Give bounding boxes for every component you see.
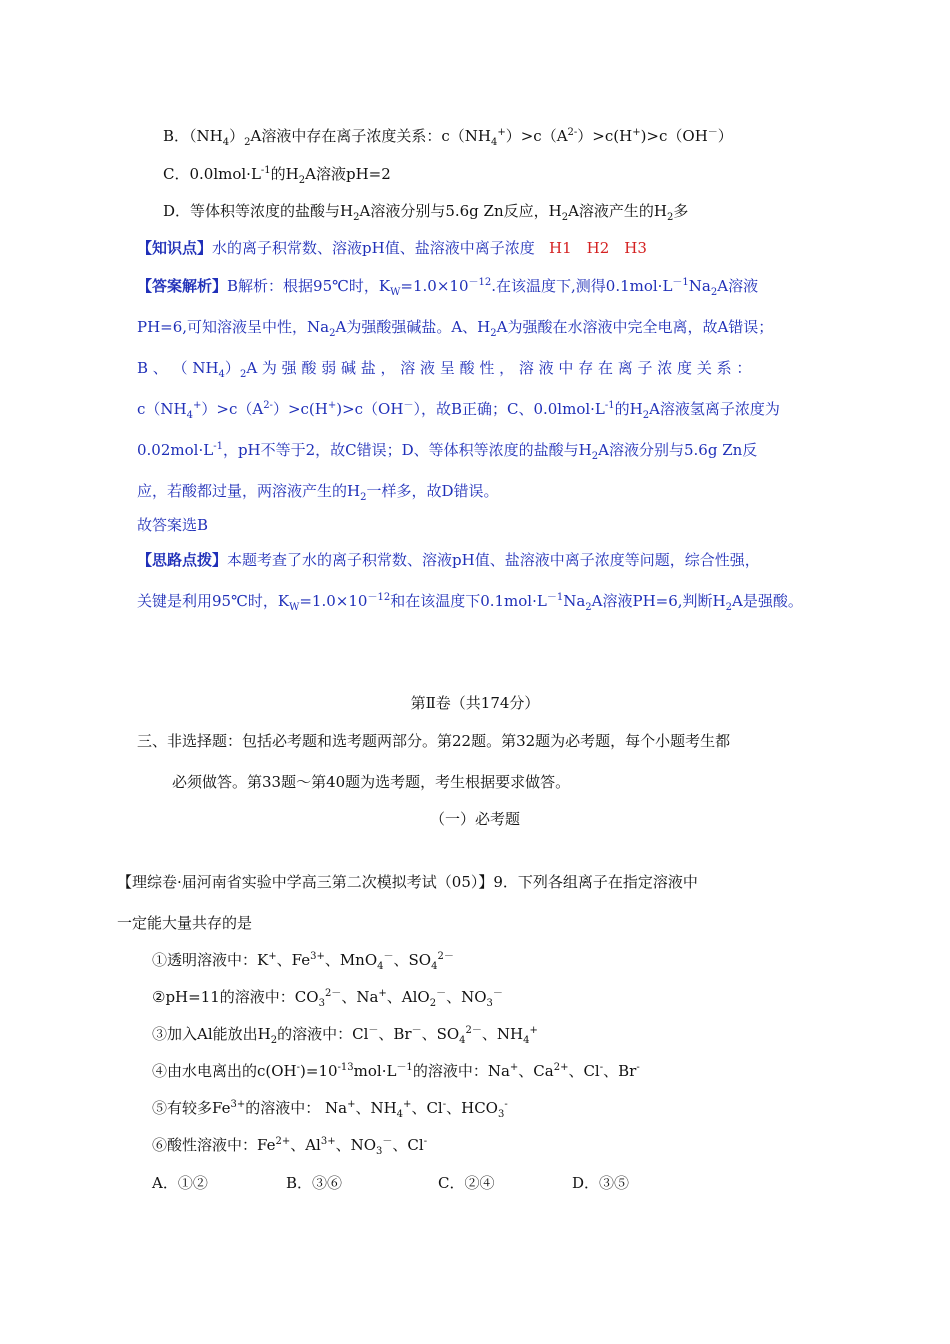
question-header-cont: 一定能大量共存的是 [117, 914, 253, 932]
question-item-2: ②pH=11的溶液中：$CO_3^{2-}$、Na+、AlO$_2$－、$NO_3^-$ [152, 988, 503, 1009]
hint-label: 【思路点拨】 [137, 551, 228, 569]
knowledge-text: 水的离子积常数、溶液pH值、盐溶液中离子浓度 [212, 239, 535, 257]
knowledge-codes: H1 H2 H3 [549, 239, 647, 257]
question-item-4: ④由水电离出的$c(OH^-)=10^{-13}mol\cdot L^{-1}$的溶液中：Na+、$Ca^{2+}$、Cl-、Br- [152, 1062, 640, 1080]
analysis-line-2: PH=6,可知溶液呈中性，$Na_2A$为强酸强碱盐。A、$H_2A$为强酸在水溶液中完全电离，故A错误； [137, 318, 774, 339]
hint-line-1: 【思路点拨】本题考查了水的离子积常数、溶液pH值、盐溶液中离子浓度等问题，综合性强， [137, 551, 760, 569]
answer-options [152, 1173, 629, 1193]
question-header: 【理综卷·届河南省实验中学高三第二次模拟考试（05）】9．下列各组离子在指定溶液中 [117, 873, 698, 891]
section-title: 第Ⅱ卷（共174分） [410, 694, 540, 712]
option-a-choice: A．①② [152, 1174, 208, 1192]
question-item-1: ①透明溶液中：K+、$Fe^{3+}$、MnO$_4$－、$SO_4^{2-}$ [152, 951, 454, 972]
option-d-choice: D．③⑤ [572, 1174, 630, 1192]
analysis-label: 【答案解析】 [137, 277, 228, 295]
answer-line: 故答案选B [137, 516, 209, 534]
analysis-line-4: $c(NH_4^+)>c(A^{2-})>c(H^+)>c(OH^-)$，故B正确；C、$0.0lmol\cdot L^{-1}$的$H_2A$溶液氢离子浓度为 [137, 400, 780, 421]
option-c-choice: C．②④ [438, 1174, 495, 1192]
question-item-5: ⑤有较多$Fe^{3+}$的溶液中： Na+、$NH_4^+$、Cl-、$HCO_3^-$ [152, 1099, 508, 1120]
option-b: B．$(NH_4)_2A$溶液中存在离子浓度关系：$c(NH_4^+)>c(A^{2-})>c(H^+)>c(OH^-)$ [163, 127, 733, 148]
option-c: C．$0.0lmol\cdot L^{-1}$的$H_2A$溶液pH=2 [163, 165, 391, 186]
question-item-6: ⑥酸性溶液中：$Fe^{2+}$、$Al^{3+}$、$NO_3^-$、Cl- [152, 1136, 428, 1157]
analysis-line-1: 【答案解析】B解析：根据95℃时，$K_W=1.0\times 10^{-12}$.在该温度下,测得$0.1mol\cdot L^{-1}Na_2A$溶液 [137, 277, 759, 298]
knowledge-label: 【知识点】 [137, 239, 213, 257]
section-subtitle: （一）必考题 [429, 810, 520, 828]
hint-line-2: 关键是利用95℃时，$K_W=1.0\times 10^{-12}$和在该温度下$0.1mol\cdot L^{-1}Na_2A$溶液PH=6,判断$H_2A$是强酸。 [137, 592, 803, 613]
analysis-line-5: $0.02mol\cdot L^{-1}$，pH不等于2，故C错误；D、等体积等浓度的盐酸与$H_2A$溶液分别与5.6g Zn反 [137, 441, 758, 462]
section-instructions-2: 必须做答。第33题～第40题为选考题，考生根据要求做答。 [172, 773, 571, 791]
analysis-line-3: B 、 （ $NH_4)_2A$ 为 强 酸 弱 碱 盐 ， 溶 液 呈 酸 性 ， 溶 液 中 存 在 离 子 浓 度 关 系 ： [137, 359, 752, 380]
question-item-3: ③加入Al能放出$H_2$的溶液中：Cl－、Br－、$SO_4^{2-}$、$NH_4^+$ [152, 1025, 538, 1046]
analysis-line-6: 应，若酸都过量，两溶液产生的$H_2$一样多，故D错误。 [137, 482, 499, 503]
option-b-choice: B．③⑥ [286, 1174, 343, 1192]
section-instructions-1: 三、非选择题：包括必考题和选考题两部分。第22题。第32题为必考题，每个小题考生都 [137, 732, 731, 750]
knowledge-point [137, 238, 647, 258]
option-d: D．等体积等浓度的盐酸与$H_2A$溶液分别与5.6g Zn反应，$H_2A$溶液产生的$H_2$多 [163, 202, 689, 223]
